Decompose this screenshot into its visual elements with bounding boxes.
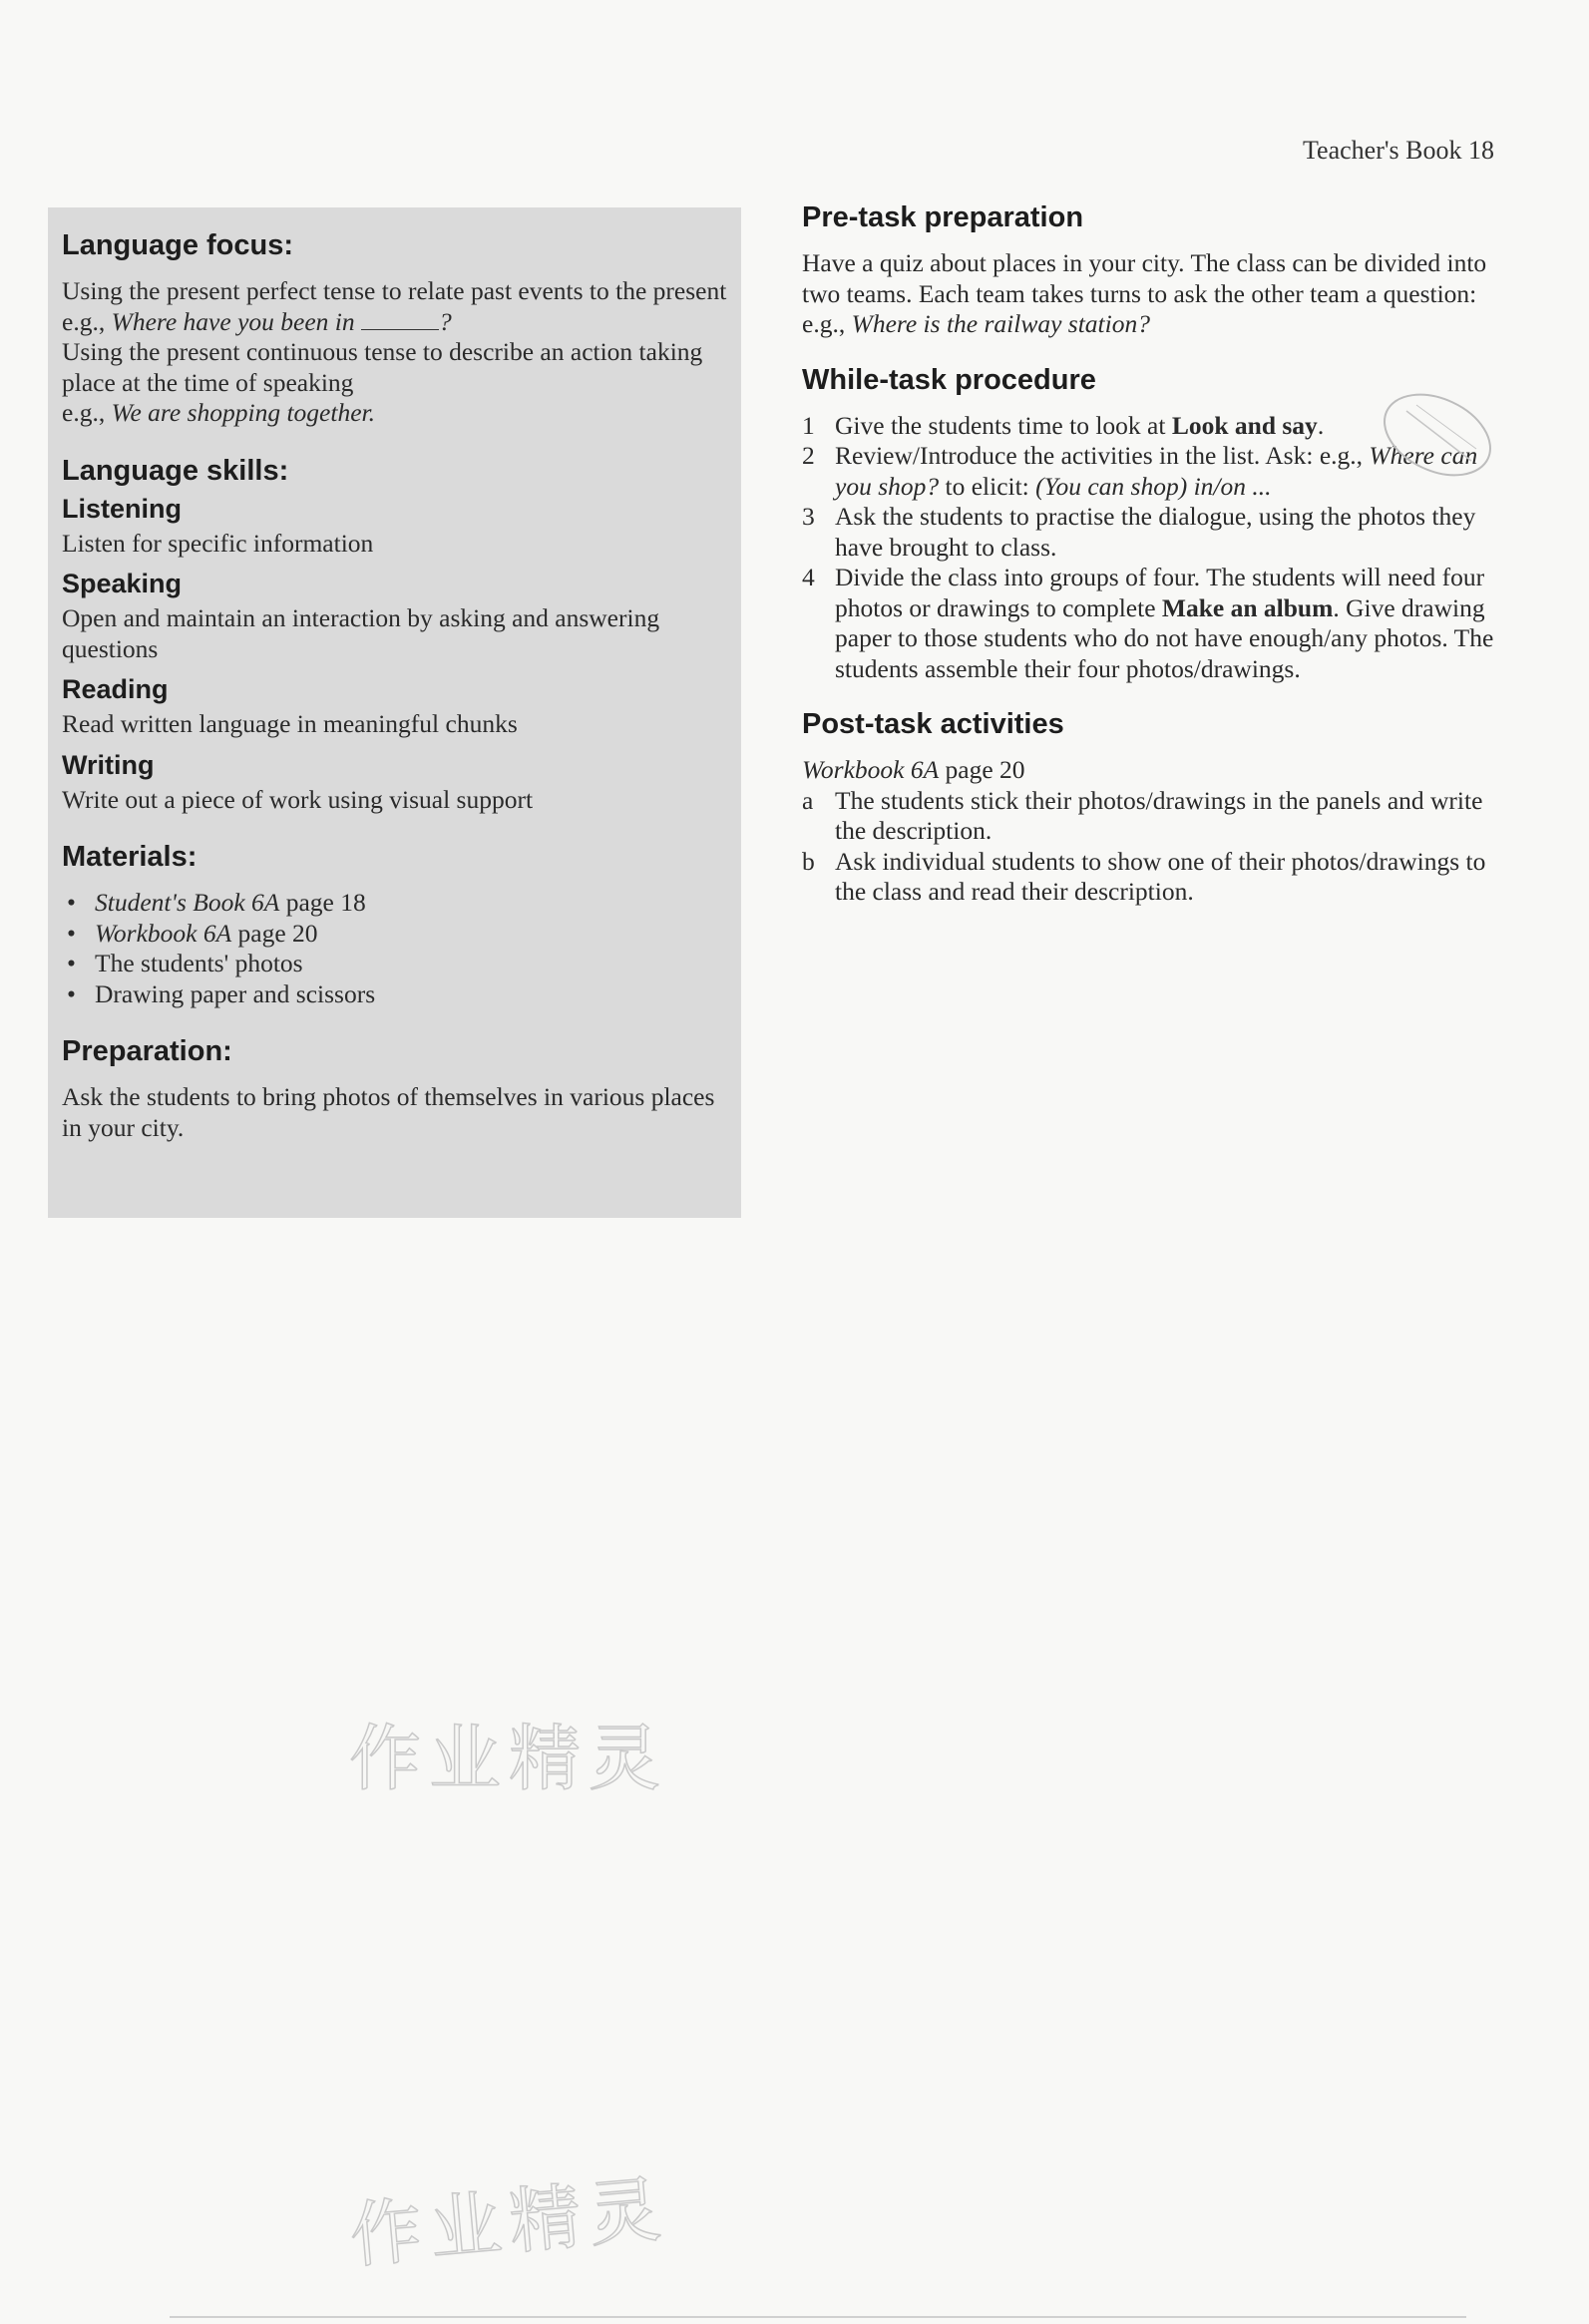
item-plain: page 18	[279, 888, 366, 917]
workbook-italic: Workbook 6A	[802, 755, 940, 784]
item-number: 1	[802, 410, 815, 440]
item-text: Give the students time to look at	[835, 410, 1172, 440]
post-task-section	[802, 708, 1500, 908]
pre-task-heading: Pre-task preparation	[802, 201, 1084, 233]
main-column	[802, 201, 1500, 908]
language-skills-heading: Language skills:	[62, 454, 289, 487]
item-bold: Look and say	[1171, 410, 1318, 440]
skill-title-listening: Listening	[62, 493, 182, 524]
item-italic: Workbook 6A	[95, 918, 232, 948]
item-plain: The students' photos	[95, 949, 303, 977]
language-focus-heading: Language focus:	[62, 229, 294, 261]
preparation-section	[62, 1035, 727, 1143]
materials-list	[62, 888, 727, 1009]
post-task-workbook	[802, 755, 1500, 786]
language-focus-line1: Using the present perfect tense to relate past events to the present	[62, 276, 727, 305]
watermark-upper: 作业精灵	[349, 1717, 669, 1800]
item-italic-2: (You can shop) in/on ...	[1035, 471, 1272, 501]
item-letter: a	[802, 785, 814, 815]
item-number: 3	[802, 502, 815, 531]
list-item	[802, 847, 1500, 908]
item-text-end: . Give drawing paper to those students who do not have enough/any photos. The students assemble their four photos/drawings.	[835, 592, 1494, 683]
example-prefix: e.g.,	[62, 306, 112, 336]
page-number-header: Teacher's Book 18	[1302, 136, 1494, 165]
materials-heading: Materials:	[62, 841, 198, 873]
list-item	[802, 786, 1500, 847]
watermark-lower: 作业精灵	[346, 2166, 672, 2278]
stamp-logo-icon	[1377, 391, 1498, 479]
skill-title-reading: Reading	[62, 674, 169, 704]
item-text: Ask individual students to show one of their photos/drawings to the class and read their description.	[835, 846, 1486, 906]
language-focus-example1	[62, 307, 727, 338]
preparation-text: Ask the students to bring photos of themselves in various places in your city.	[62, 1082, 715, 1142]
bullet-icon: •	[67, 918, 76, 948]
example-italic: We are shopping together.	[111, 398, 376, 427]
list-item	[62, 888, 727, 919]
bullet-icon: •	[67, 888, 76, 917]
list-item	[802, 502, 1500, 563]
list-item	[62, 979, 727, 1010]
language-focus-line2: Using the present continuous tense to describe an action taking place at the time of speaking	[62, 337, 703, 397]
post-task-list	[802, 786, 1500, 908]
item-bold: Make an album	[1161, 592, 1334, 622]
skill-text-reading: Read written language in meaningful chunks	[62, 709, 518, 738]
language-skills-section	[62, 455, 727, 816]
list-item	[802, 563, 1500, 684]
example-suffix: ?	[438, 306, 452, 336]
skill-text-listening: Listen for specific information	[62, 528, 374, 558]
item-letter: b	[802, 846, 815, 876]
item-number: 4	[802, 563, 815, 591]
item-number: 2	[802, 441, 815, 470]
skill-text-writing: Write out a piece of work using visual support	[62, 784, 534, 814]
example-italic: Where have you been in	[111, 306, 355, 336]
item-italic: Where can you shop?	[835, 441, 1478, 501]
while-task-heading: While-task procedure	[802, 363, 1096, 396]
language-focus-example2	[62, 398, 727, 429]
item-plain: page 20	[231, 918, 318, 948]
workbook-plain: page 20	[939, 755, 1025, 784]
item-text: Divide the class into groups of four. The students will need four photos or drawings to complete	[835, 563, 1485, 622]
language-focus-section	[62, 229, 727, 429]
skill-title-speaking: Speaking	[62, 569, 183, 598]
list-item	[62, 949, 727, 979]
sidebar-panel	[48, 207, 741, 1218]
item-plain: Drawing paper and scissors	[95, 978, 376, 1008]
skill-text-speaking: Open and maintain an interaction by asking and answering questions	[62, 603, 660, 663]
skill-title-writing: Writing	[62, 749, 155, 780]
pre-task-plain: Have a quiz about places in your city. The class can be divided into two teams. Each team takes turns to ask the other team a question: e.g.,	[802, 248, 1487, 338]
item-text: Ask the students to practise the dialogue, using the photos they have brought to class.	[835, 502, 1476, 562]
pre-task-italic: Where is the railway station?	[851, 309, 1150, 338]
item-text: The students stick their photos/drawings in the panels and write the description.	[835, 785, 1483, 845]
bullet-icon: •	[67, 949, 76, 977]
example-prefix: e.g.,	[62, 398, 112, 427]
post-task-heading: Post-task activities	[802, 708, 1064, 740]
pre-task-text	[802, 248, 1500, 340]
item-text: Review/Introduce the activities in the list. Ask: e.g.,	[835, 441, 1370, 470]
preparation-heading: Preparation:	[62, 1035, 232, 1067]
materials-section	[62, 841, 727, 1009]
pre-task-section	[802, 201, 1500, 340]
list-item	[62, 919, 727, 950]
item-italic: Student's Book 6A	[95, 888, 280, 917]
bottom-divider	[170, 2316, 1466, 2318]
item-text-end: .	[1317, 410, 1325, 440]
bullet-icon: •	[67, 978, 76, 1008]
item-text-mid: to elicit:	[939, 471, 1036, 501]
fill-blank	[361, 307, 439, 330]
